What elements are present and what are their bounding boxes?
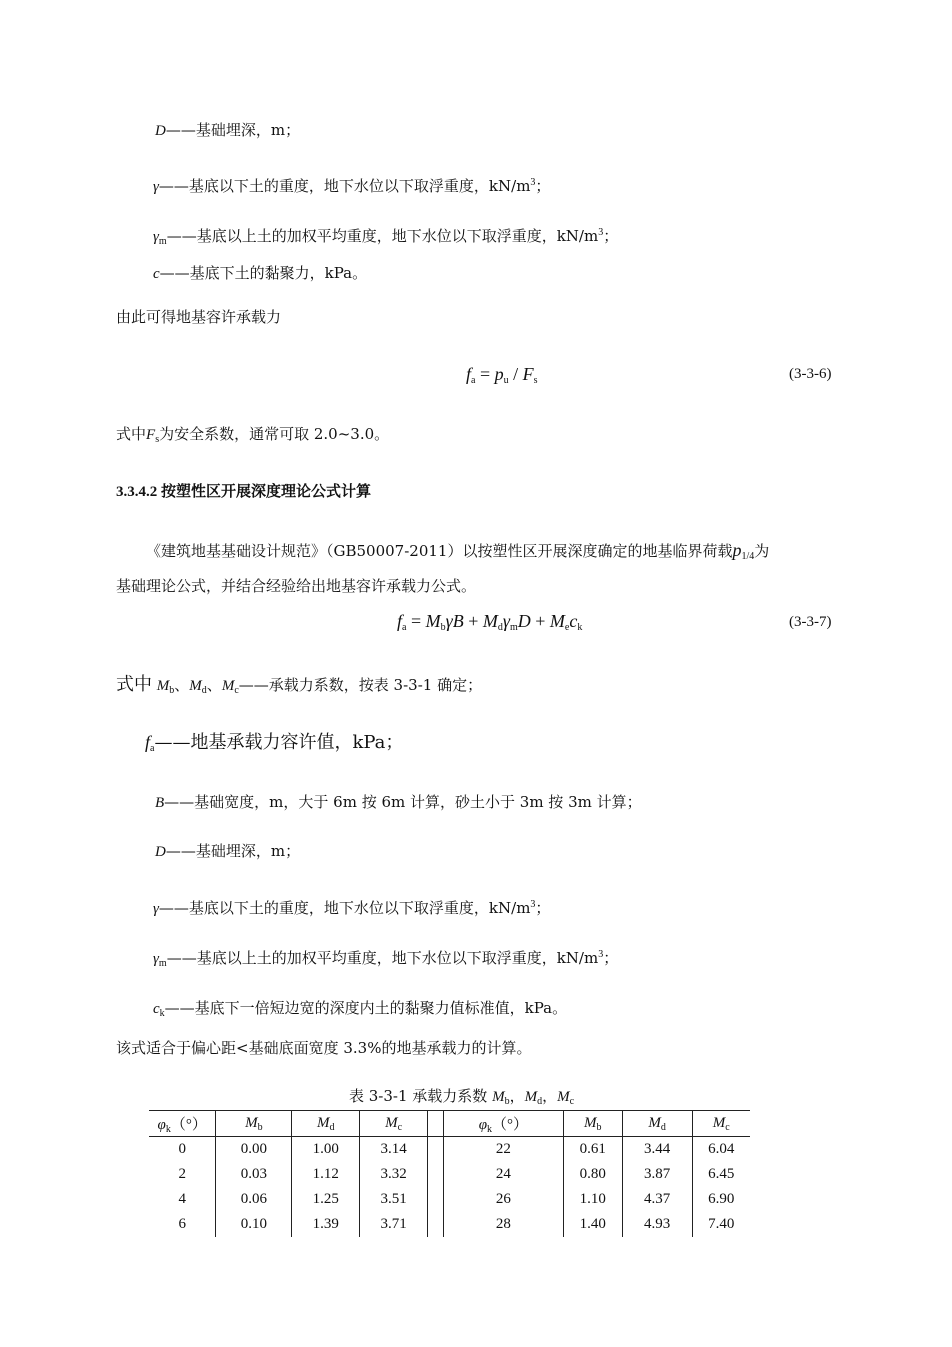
header-mb <box>216 1111 292 1137</box>
equation-number: (3-3-7) <box>789 614 832 630</box>
header-md-2 <box>622 1111 692 1137</box>
def-coefficients <box>116 673 482 697</box>
def-gamma-2 <box>153 898 550 919</box>
def-fa-text: ——地基承载力容许值，kPa； <box>154 732 404 753</box>
symbol-fs: F <box>146 427 156 443</box>
table-cell: 6.45 <box>692 1162 750 1187</box>
header-mc-2 <box>692 1111 750 1137</box>
table-cell: 2 <box>149 1162 216 1187</box>
symbol-c: c <box>153 266 160 282</box>
def-gamma-m <box>153 226 618 247</box>
table-cell: 0.80 <box>563 1162 622 1187</box>
caption-text: 表 3-3-1 承载力系数 <box>349 1087 488 1105</box>
eq-m: M <box>549 611 565 631</box>
eq-f: f <box>397 611 403 631</box>
subscript: 1/4 <box>741 551 755 562</box>
subscript: b <box>596 1122 602 1133</box>
eq-sub: s <box>533 375 538 386</box>
table-cell: 0.03 <box>216 1162 292 1187</box>
table-cell: 3.14 <box>360 1137 428 1163</box>
table-cell: 4 <box>149 1187 216 1212</box>
table-row <box>149 1212 750 1237</box>
eq-slash: / <box>508 364 523 384</box>
superscript: 3 <box>530 177 536 188</box>
superscript: 3 <box>598 949 604 960</box>
def-width-text: ——基础宽度，m，大于 6m 按 6m 计算，砂土小于 3m 按 3m 计算； <box>164 793 642 811</box>
def-depth-2 <box>155 841 300 862</box>
def-gamma-m-text: ——基底以上土的加权平均重度，地下水位以下取浮重度，kN/m <box>166 227 599 245</box>
eq-term: γB <box>445 611 464 631</box>
def-ck-text: ——基底下一倍短边宽的深度内土的黏聚力值标准值，kPa。 <box>164 999 568 1017</box>
eq-equals: = <box>406 611 426 631</box>
table-cell: 6.04 <box>692 1137 750 1163</box>
table-row <box>149 1137 750 1163</box>
table-cell: 1.40 <box>563 1212 622 1237</box>
subscript: a <box>150 743 155 754</box>
table-cell: 28 <box>443 1212 563 1237</box>
symbol-gamma-m: γ <box>153 229 159 245</box>
phi-symbol: φ <box>157 1117 166 1133</box>
def-gamma-text: ——基底以下土的重度，地下水位以下取浮重度，kN/m <box>158 899 531 917</box>
table-row <box>149 1187 750 1212</box>
eq-f: f <box>466 364 472 384</box>
subscript: c <box>397 1122 403 1133</box>
safety-factor-text: 为安全系数，通常可取 2.0~3.0。 <box>159 425 390 443</box>
subscript: c <box>569 1096 575 1107</box>
symbol-md: M <box>189 678 202 694</box>
prefix: 式中 <box>116 425 147 443</box>
table-cell: 3.44 <box>622 1137 692 1163</box>
def-gamma-m-2 <box>153 948 618 969</box>
symbol-gamma-m: γ <box>153 951 159 967</box>
eq-m: M <box>482 611 498 631</box>
separator: ， <box>509 1087 525 1105</box>
symbol-b: B <box>155 795 165 811</box>
semicolon: ； <box>603 949 619 967</box>
table-cell: 3.87 <box>622 1162 692 1187</box>
table-cell: 7.40 <box>692 1212 750 1237</box>
symbol-ck: c <box>153 1001 160 1017</box>
eq-sub: k <box>577 622 583 633</box>
intro-text: 由此可得地基容许承载力 <box>116 308 282 326</box>
def-gamma <box>153 176 550 197</box>
table-cell: 1.12 <box>292 1162 360 1187</box>
table-row <box>149 1162 750 1187</box>
m-symbol: M <box>712 1115 726 1131</box>
table-cell: 3.51 <box>360 1187 428 1212</box>
def-gamma-m-text: ——基底以上土的加权平均重度，地下水位以下取浮重度，kN/m <box>166 949 599 967</box>
m-symbol: M <box>385 1115 398 1131</box>
table-cell: 4.37 <box>622 1187 692 1212</box>
symbol-d: D <box>155 123 166 139</box>
equation-number: (3-3-6) <box>789 366 832 382</box>
header-phi-2 <box>443 1111 563 1137</box>
subscript: s <box>155 434 160 445</box>
table-cell: 24 <box>443 1162 563 1187</box>
def-gamma-text: ——基底以下土的重度，地下水位以下取浮重度，kN/m <box>158 177 531 195</box>
subscript: k <box>165 1124 171 1135</box>
eq-term: D <box>517 611 531 631</box>
table-cell: 3.71 <box>360 1212 428 1237</box>
table-cell: 6 <box>149 1212 216 1237</box>
eq-sub: d <box>497 622 503 633</box>
eq-sub: a <box>402 622 407 633</box>
subscript: c <box>725 1122 730 1133</box>
subscript: d <box>660 1122 666 1133</box>
header-gap <box>428 1111 444 1137</box>
symbol-fa: f <box>145 732 151 752</box>
table-body <box>149 1137 750 1238</box>
phi-symbol: φ <box>478 1117 487 1133</box>
superscript: 3 <box>530 899 536 910</box>
subscript: b <box>169 685 175 696</box>
eq-sub: e <box>564 622 570 633</box>
degree-unit: （°） <box>492 1117 528 1133</box>
paragraph-text: 《建筑地基基础设计规范》（GB50007-2011）以按塑性区开展深度确定的地基临界荷载 <box>146 542 733 560</box>
table-caption <box>349 1086 574 1107</box>
paragraph-line-2: 基础理论公式，并结合经验给出地基容许承载力公式。 <box>116 577 477 595</box>
table-cell: 6.90 <box>692 1187 750 1212</box>
def-depth <box>155 120 300 141</box>
bearing-capacity-table <box>149 1110 750 1237</box>
table-gap-cell <box>428 1187 444 1212</box>
symbol-p: p <box>732 540 742 560</box>
table-cell: 0.00 <box>216 1137 292 1163</box>
def-fa <box>145 730 403 755</box>
superscript: 3 <box>598 227 604 238</box>
table-gap-cell <box>428 1162 444 1187</box>
header-phi <box>149 1111 216 1137</box>
table-cell: 0.06 <box>216 1187 292 1212</box>
caption-m: M <box>557 1089 570 1105</box>
semicolon: ； <box>535 177 551 195</box>
eq-p: p <box>494 364 504 384</box>
def-depth-text: ——基础埋深，m； <box>165 842 301 860</box>
table-header-row <box>149 1111 750 1137</box>
section-heading: 3.3.4.2 按塑性区开展深度理论公式计算 <box>116 484 372 500</box>
m-symbol: M <box>583 1115 597 1131</box>
equation-3-3-6 <box>466 362 538 386</box>
def-coefficients-text: ——承载力系数，按表 3-3-1 确定； <box>238 676 483 694</box>
separator: 、 <box>206 676 222 694</box>
paragraph-end: 为 <box>754 542 770 560</box>
table-cell: 4.93 <box>622 1212 692 1237</box>
subscript: k <box>487 1124 492 1135</box>
subscript: m <box>158 236 167 247</box>
header-md <box>292 1111 360 1137</box>
caption-m: M <box>524 1089 538 1105</box>
eq-sub: m <box>509 622 518 633</box>
caption-m: M <box>492 1089 505 1105</box>
table-cell: 0 <box>149 1137 216 1163</box>
header-mc <box>360 1111 428 1137</box>
eq-gamma: γ <box>502 611 510 631</box>
eq-c: c <box>569 611 578 631</box>
table-cell: 1.00 <box>292 1137 360 1163</box>
table-cell: 1.39 <box>292 1212 360 1237</box>
subscript: d <box>329 1122 335 1133</box>
def-cohesion <box>153 263 367 284</box>
eq-sub: a <box>471 375 476 386</box>
m-symbol: M <box>316 1115 330 1131</box>
eq-plus: + <box>530 611 550 631</box>
table-cell: 0.61 <box>563 1137 622 1163</box>
m-symbol: M <box>648 1115 661 1131</box>
subscript: b <box>504 1096 510 1107</box>
def-width <box>155 792 642 813</box>
def-ck <box>153 998 567 1019</box>
table-cell: 3.32 <box>360 1162 428 1187</box>
eq-m: M <box>425 611 441 631</box>
symbol-d: D <box>155 844 166 860</box>
table-cell: 1.10 <box>563 1187 622 1212</box>
semicolon: ； <box>603 227 619 245</box>
table-cell: 0.10 <box>216 1212 292 1237</box>
degree-unit: （°） <box>170 1117 207 1133</box>
table-cell: 26 <box>443 1187 563 1212</box>
safety-factor-line <box>116 424 389 445</box>
header-mb-2 <box>563 1111 622 1137</box>
eq-plus: + <box>463 611 483 631</box>
symbol-gamma: γ <box>153 179 159 195</box>
paragraph-line-1 <box>146 538 769 562</box>
def-cohesion-text: ——基底下土的黏聚力，kPa。 <box>159 264 368 282</box>
applicability-note: 该式适合于偏心距<基础底面宽度 3.3%的地基承载力的计算。 <box>116 1039 532 1057</box>
subscript: d <box>537 1096 543 1107</box>
prefix: 式中 <box>116 674 152 695</box>
subscript: d <box>201 685 207 696</box>
symbol-gamma: γ <box>153 901 159 917</box>
table-cell: 22 <box>443 1137 563 1163</box>
eq-sub: b <box>440 622 446 633</box>
subscript: c <box>234 685 239 696</box>
symbol-mb: M <box>156 678 170 694</box>
table-gap-cell <box>428 1212 444 1237</box>
eq-F: F <box>522 364 534 384</box>
eq-sub: u <box>503 375 509 386</box>
table-gap-cell <box>428 1137 444 1163</box>
separator: ， <box>542 1087 558 1105</box>
m-symbol: M <box>245 1115 258 1131</box>
subscript: b <box>257 1122 263 1133</box>
subscript: k <box>159 1008 165 1019</box>
def-depth-text: ——基础埋深，m； <box>165 121 301 139</box>
symbol-mc: M <box>221 678 235 694</box>
equation-3-3-7 <box>397 609 582 633</box>
eq-equals: = <box>475 364 495 384</box>
semicolon: ； <box>535 899 551 917</box>
separator: 、 <box>174 676 190 694</box>
table-cell: 1.25 <box>292 1187 360 1212</box>
subscript: m <box>158 958 167 969</box>
